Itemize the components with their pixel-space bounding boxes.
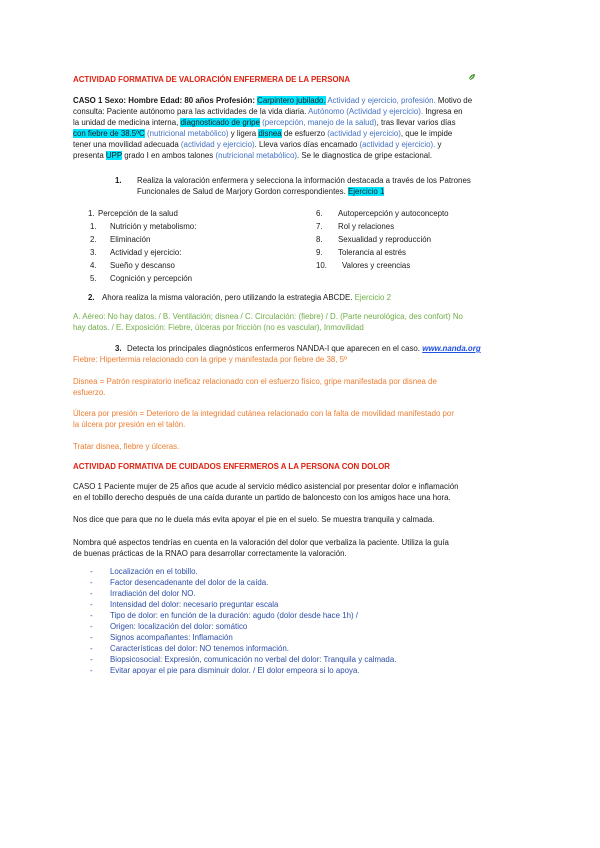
highlight-carpintero: Carpintero jubilado. — [257, 96, 326, 105]
list-item: 4. Sueño y descanso — [90, 261, 175, 270]
dx-fiebre: Fiebre: Hipertermia relacionado con la gripe y manifestada por fiebre de 38, 5º — [73, 355, 347, 364]
patterns-right-list — [316, 208, 536, 273]
caso2-line-2: en el tobillo derecho después de una caída durante un partido de baloncesto con los amigos hace una hora. — [73, 493, 451, 502]
highlight-disnea: disnea — [258, 129, 282, 138]
q3-number: 3. — [115, 344, 122, 353]
list-item: 10. Valores y creencias — [316, 261, 411, 270]
list-item: 6. Autopercepción y autoconcepto — [316, 209, 449, 218]
caso2-line-1: CASO 1 Paciente mujer de 25 años que acude al servicio médico asistencial por presentar dolor e inflamación — [73, 482, 459, 491]
list-item: 5. Cognición y percepción — [90, 274, 193, 283]
dice-text: Nos dice que para que no le duela más evita apoyar el pie en el suelo. Se muestra tranquila y calmada. — [73, 515, 435, 524]
section2-title: ACTIVIDAD FORMATIVA DE CUIDADOS ENFERMEROS A LA PERSONA CON DOLOR — [73, 462, 390, 471]
list-item: - Localización en el tobillo. — [90, 567, 198, 576]
dx-ulcera-line-1: Úlcera por presión = Deterioro de la integridad cutánea relacionado con la falta de movilidad manifestado por — [73, 409, 454, 418]
caso1-line-5: tener una movilidad adecuada (actividad y ejercicio). Lleva varios días encamado (actividad y ejercicio). y — [73, 140, 442, 149]
abcde-line-1: A. Aéreo: No hay datos. / B. Ventilación; disnea / C. Circulación: (fiebre) / D. (Parte neurológica, des confort) No — [73, 312, 463, 321]
list-item: - Características del dolor: NO tenemos información. — [90, 644, 289, 653]
section1-title: ACTIVIDAD FORMATIVA DE VALORACIÓN ENFERMERA DE LA PERSONA — [73, 75, 351, 84]
q1-line-2: Funcionales de Salud de Marjory Gordon correspondientes. Ejercicio 1 — [137, 187, 385, 196]
leaf-icon — [468, 68, 476, 76]
list-item: - Origen: localización del dolor: somático — [90, 622, 248, 631]
dx-ulcera-line-2: la úlcera por presión en el talón. — [73, 420, 186, 429]
nombra-line-2: de buenas prácticas de la RNAO para desarrollar correctamente la valoración. — [73, 549, 347, 558]
list-item: - Intensidad del dolor: necesario preguntar escala — [90, 600, 279, 609]
list-item: - Biopsicosocial: Expresión, comunicación no verbal del dolor: Tranquila y calmada. — [90, 655, 397, 664]
list-item: 7. Rol y relaciones — [316, 222, 395, 231]
q2-number: 2. — [88, 293, 95, 302]
q1-number: 1. — [115, 176, 122, 185]
highlight-ejercicio1: Ejercicio 1 — [347, 187, 385, 196]
patterns-left-list — [88, 208, 308, 286]
nanda-link[interactable]: www.nanda.org — [422, 344, 481, 353]
highlight-upp: UPP — [105, 151, 122, 160]
caso1-line-2: consulta: Paciente autónomo para las actividades de la vida diaria. Autónomo (Actividad y ejercicio). Ingresa en — [73, 107, 463, 116]
list-item: - Evitar apoyar el pie para disminuir dolor. / El dolor empeora si lo apoya. — [90, 666, 360, 675]
list-item: - Tipo de dolor: en función de la duración: agudo (dolor desde hace 1h) / — [90, 611, 358, 620]
list-item: 9. Tolerancia al estrés — [316, 248, 406, 257]
q2-text: Ahora realiza la misma valoración, pero utilizando la estrategia ABCDE. Ejercicio 2 — [102, 293, 392, 302]
highlight-gripe: diagnosticado de gripe — [180, 118, 260, 127]
dx-disnea-line-2: esfuerzo. — [73, 388, 106, 397]
nombra-line-1: Nombra qué aspectos tendrías en cuenta en la valoración del dolor que verbaliza la paciente. Utiliza la guía — [73, 538, 449, 547]
caso1-line-6: presenta UPP grado I en ambos talones (nutricional metabólico). Se le diagnostica de gripe estacional. — [73, 151, 433, 160]
list-item: 8. Sexualidad y reproducción — [316, 235, 431, 244]
highlight-fiebre: con fiebre de 38.5ºC — [73, 129, 145, 138]
list-item: - Signos acompañantes: Inflamación — [90, 633, 233, 642]
caso1-line-1: CASO 1 Sexo: Hombre Edad: 80 años Profesión: Carpintero jubilado. Actividad y ejercicio, profesión. Motivo de — [73, 96, 473, 105]
q3-text: Detecta los principales diagnósticos enfermeros NANDA-I que aparecen en el caso. www.nanda.org — [127, 344, 481, 353]
list-item: 1. Percepción de la salud — [88, 209, 178, 218]
dx-disnea-line-1: Disnea = Patrón respiratorio ineficaz relacionado con el esfuerzo físico, gripe manifestada por disnea de — [73, 377, 437, 386]
caso1-line-4: con fiebre de 38.5ºC (nutricional metabólico) y ligera disnea de esfuerzo (actividad y ejercicio), que le impide — [73, 129, 453, 138]
list-item: - Irradiación del dolor NO. — [90, 589, 196, 598]
tratar-text: Tratar disnea, fiebre y úlceras. — [73, 442, 180, 451]
list-item: 3. Actividad y ejercicio: — [90, 248, 182, 257]
list-item: 1. Nutrición y metabolismo: — [90, 222, 197, 231]
list-item: - Factor desencadenante del dolor de la caída. — [90, 578, 269, 587]
list-item: 2. Eliminación — [90, 235, 151, 244]
abcde-line-2: hay datos. / E. Exposición: Fiebre, úlceras por fricción (no es vascular), Inmovilidad — [73, 323, 364, 332]
q1-line-1: Realiza la valoración enfermera y selecciona la información destacada a través de los Patrones — [137, 176, 471, 185]
caso1-line-3: la unidad de medicina interna, diagnosticado de gripe (percepción, manejo de la salud), tras llevar varios días — [73, 118, 456, 127]
pain-assessment-list — [0, 566, 600, 676]
